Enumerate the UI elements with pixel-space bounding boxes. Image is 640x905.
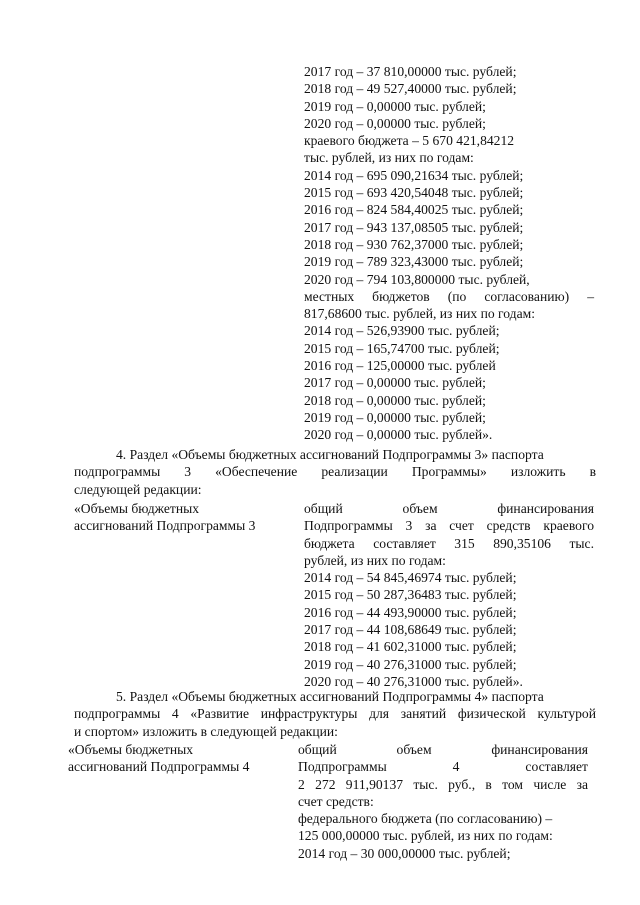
text-line: 2014 год – 526,93900 тыс. рублей;	[304, 323, 500, 339]
section-5-paragraph	[74, 688, 596, 740]
value-line: 2020 год – 40 276,31000 тыс. рублей».	[304, 673, 523, 689]
section-5-label	[68, 741, 288, 776]
text-line: 2017 год – 943 137,08505 тыс. рублей;	[304, 219, 524, 235]
section-4-label	[74, 500, 284, 535]
text-line: 2018 год – 930 762,37000 тыс. рублей;	[304, 236, 524, 252]
section-4-values	[304, 500, 594, 690]
label-line: «Объемы бюджетных	[68, 742, 194, 757]
text-line: 2018 год – 0,00000 тыс. рублей;	[304, 392, 486, 408]
text-line: 817,68600 тыс. рублей, из них по годам:	[304, 306, 536, 322]
value-line: федерального бюджета (по согласованию) –	[298, 811, 553, 827]
value-line: общий объем финансирования	[298, 742, 588, 757]
paragraph-line: подпрограммы 4 «Развитие инфраструктуры для занятий физической культурой	[74, 706, 596, 722]
value-line: 2017 год – 44 108,68649 тыс. рублей;	[304, 622, 517, 638]
text-line: 2019 год – 0,00000 тыс. рублей;	[304, 409, 486, 425]
value-line: 2018 год – 41 602,31000 тыс. рублей;	[304, 639, 517, 655]
value-line: 2016 год – 44 493,90000 тыс. рублей;	[304, 604, 517, 620]
value-line: рублей, из них по годам:	[304, 552, 446, 568]
label-line: «Объемы бюджетных	[74, 501, 200, 516]
text-line: 2015 год – 165,74700 тыс. рублей;	[304, 340, 500, 356]
text-line: краевого бюджета – 5 670 421,84212	[304, 133, 515, 149]
text-line: 2015 год – 693 420,54048 тыс. рублей;	[304, 185, 524, 201]
value-line: 125 000,00000 тыс. рублей, из них по годам:	[298, 828, 553, 844]
text-line: 2020 год – 794 103,800000 тыс. рублей,	[304, 271, 530, 287]
value-line: Подпрограммы 4 составляет	[298, 759, 588, 775]
text-line: 2020 год – 0,00000 тыс. рублей».	[304, 427, 493, 443]
value-line: 2014 год – 54 845,46974 тыс. рублей;	[304, 570, 517, 586]
text-line: 2020 год – 0,00000 тыс. рублей;	[304, 115, 486, 131]
paragraph-line: 4. Раздел «Объемы бюджетных ассигнований Подпрограммы 3» паспорта	[116, 447, 544, 462]
text-line: 2019 год – 789 323,43000 тыс. рублей;	[304, 254, 524, 270]
value-line: Подпрограммы 3 за счет средств краевого	[304, 518, 594, 534]
paragraph-line: 5. Раздел «Объемы бюджетных ассигнований Подпрограммы 4» паспорта	[116, 689, 544, 704]
text-line: 2016 год – 125,00000 тыс. рублей	[304, 358, 496, 374]
label-line: ассигнований Подпрограммы 3	[74, 518, 256, 534]
text-line: 2014 год – 695 090,21634 тыс. рублей;	[304, 167, 524, 183]
paragraph-line: и спортом» изложить в следующей редакции:	[74, 723, 338, 739]
value-line: 2019 год – 40 276,31000 тыс. рублей;	[304, 656, 517, 672]
value-line: бюджета составляет 315 890,35106 тыс.	[304, 535, 594, 551]
text-line: местных бюджетов (по согласованию) –	[304, 288, 594, 304]
paragraph-line: подпрограммы 3 «Обеспечение реализации Программы» изложить в	[74, 464, 596, 480]
value-line: счет средств:	[298, 793, 374, 809]
value-line: общий объем финансирования	[304, 501, 594, 516]
section-5-values	[298, 741, 588, 862]
text-line: 2016 год – 824 584,40025 тыс. рублей;	[304, 202, 524, 218]
section-4-paragraph	[74, 446, 596, 498]
value-line: 2015 год – 50 287,36483 тыс. рублей;	[304, 587, 517, 603]
text-line: тыс. рублей, из них по годам:	[304, 150, 474, 166]
value-line: 2014 год – 30 000,00000 тыс. рублей;	[298, 845, 511, 861]
text-line: 2017 год – 37 810,00000 тыс. рублей;	[304, 64, 517, 79]
value-line: 2 272 911,90137 тыс. руб., в том числе за	[298, 776, 588, 792]
text-line: 2019 год – 0,00000 тыс. рублей;	[304, 98, 486, 114]
funding-continuation	[304, 63, 594, 444]
text-line: 2018 год – 49 527,40000 тыс. рублей;	[304, 81, 517, 97]
paragraph-line: следующей редакции:	[74, 481, 202, 497]
label-line: ассигнований Подпрограммы 4	[68, 759, 250, 775]
text-line: 2017 год – 0,00000 тыс. рублей;	[304, 375, 486, 391]
